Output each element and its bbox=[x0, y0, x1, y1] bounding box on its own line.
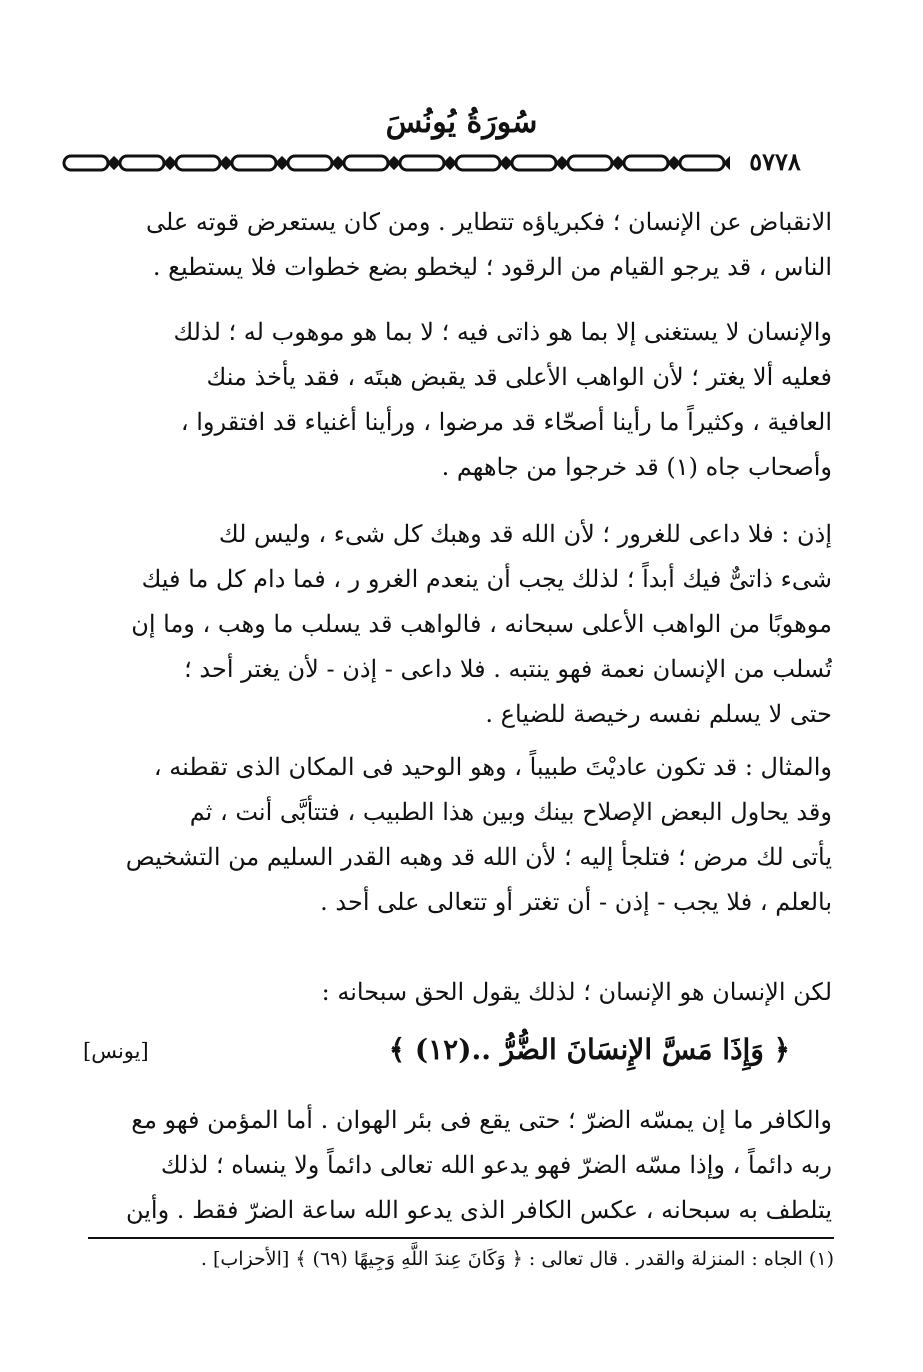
page-number: ٥٧٧٨ bbox=[730, 147, 820, 177]
text-line: موهوبًا من الواهب الأعلى سبحانه ، فالواهب قد يسلب ما وهب ، وما إن bbox=[131, 610, 832, 638]
text-line: الناس ، قد يرجو القيام من الرقود ؛ ليخطو بضع خطوات فلا يستطيع . bbox=[152, 253, 832, 281]
text-line: والكافر ما إن يمسّه الضرّ ؛ حتى يقع فى بئر الهوان . أما المؤمن فهو مع bbox=[131, 1106, 832, 1134]
text-line: لكن الإنسان هو الإنسان ؛ لذلك يقول الحق سبحانه : bbox=[321, 978, 832, 1006]
text-line: وقد يحاول البعض الإصلاح بينك وبين هذا الطبيب ، فتتأبَّى أنت ، ثم bbox=[189, 798, 832, 826]
text-line: ربه دائماً ، وإذا مسّه الضرّ فهو يدعو الله تعالى دائماً ولا ينساه ؛ لذلك bbox=[160, 1151, 832, 1179]
paragraph-2 bbox=[90, 310, 832, 490]
paragraph-6 bbox=[90, 1098, 832, 1233]
text-line: تُسلب من الإنسان نعمة فهو ينتبه . فلا داعى - إذن - لأن يغتر أحد ؛ bbox=[184, 655, 832, 683]
footnote-divider bbox=[88, 1237, 834, 1239]
footnote: (١) الجاه : المنزلة والقدر . قال تعالى : ﴿ وَكَانَ عِندَ اللَّهِ وَجِيهًا (٦٩) ﴾ [الأحزاب] . bbox=[200, 1248, 834, 1270]
text-line: يتلطف به سبحانه ، عكس الكافر الذى يدعو الله ساعة الضرّ فقط . وأين bbox=[125, 1196, 832, 1224]
text-line: والإنسان لا يستغنى إلا بما هو ذاتى فيه ؛ لا بما هو موهوب له ؛ لذلك bbox=[173, 318, 832, 346]
text-line: يأتى لك مرض ؛ فتلجأ إليه ؛ لأن الله قد وهبه القدر السليم من التشخيص bbox=[125, 843, 832, 871]
quran-verse: ﴿ وَإِذَا مَسَّ الإِنسَانَ الضُّرُّ ..(١٢) ﴾ bbox=[388, 1033, 790, 1066]
text-line: والمثال : قد تكون عاديْتَ طبيباً ، وهو الوحيد فى المكان الذى تقطنه ، bbox=[153, 753, 832, 781]
paragraph-1 bbox=[90, 200, 832, 290]
text-line: بالعلم ، فلا يجب - إذن - أن تغتر أو تتعالى على أحد . bbox=[320, 888, 832, 916]
surah-title: سُورَةُ يُونُسَ bbox=[385, 105, 538, 140]
text-line: إذن : فلا داعى للغرور ؛ لأن الله قد وهبك كل شىء ، وليس لك bbox=[218, 520, 832, 548]
paragraph-5 bbox=[90, 970, 832, 1015]
decorative-border bbox=[60, 150, 825, 176]
text-line: حتى لا يسلم نفسه رخيصة للضياع . bbox=[485, 700, 832, 728]
text-line: العافية ، وكثيراً ما رأينا أصحّاء قد مرضوا ، ورأينا أغنياء قد افتقروا ، bbox=[180, 408, 832, 436]
text-line: الانقباض عن الإنسان ؛ فكبرياؤه تتطاير . ومن كان يستعرض قوته على bbox=[145, 208, 832, 236]
text-line: شىء ذاتىٌّ فيك أبداً ؛ لذلك يجب أن ينعدم الغرو ر ، فما دام كل ما فيك bbox=[141, 565, 832, 593]
text-line: فعليه ألا يغتر ؛ لأن الواهب الأعلى قد يقبض هبتَه ، فقد يأخذ منك bbox=[206, 363, 832, 391]
paragraph-3 bbox=[90, 512, 832, 737]
paragraph-4 bbox=[90, 745, 832, 925]
verse-reference: [يونس] bbox=[83, 1039, 149, 1063]
text-line: وأصحاب جاه (١) قد خرجوا من جاههم . bbox=[441, 453, 832, 481]
